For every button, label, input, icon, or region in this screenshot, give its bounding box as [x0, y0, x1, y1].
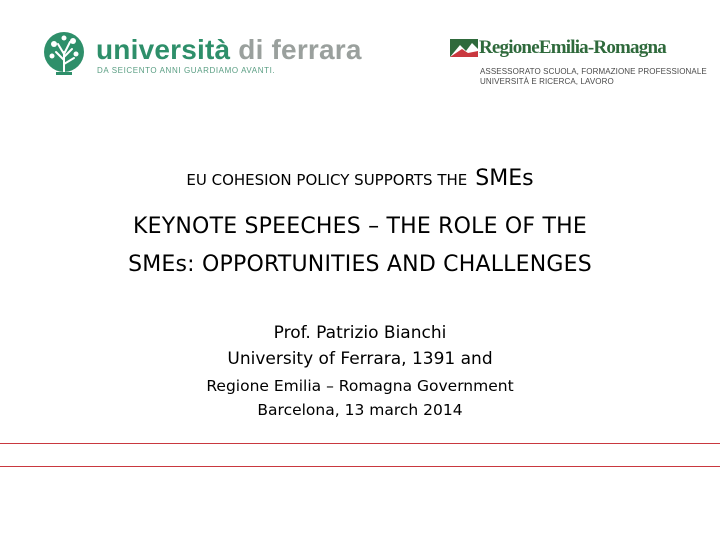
university-name: [96, 34, 362, 66]
slide-title-line-2: SMEs: OPPORTUNITIES AND CHALLENGES: [128, 252, 592, 277]
region-name: RegioneEmilia-Romagna: [479, 37, 666, 58]
pre-title-text: EU COHESION POLICY SUPPORTS THE: [186, 171, 468, 189]
university-name-part2: di ferrara: [238, 34, 362, 65]
pre-title-smes: SMEs: [475, 166, 534, 191]
slide-title: [40, 208, 680, 284]
tree-icon: [40, 30, 88, 78]
assessorato-line-2: UNIVERSITÀ E RICERCA, LAVORO: [480, 77, 614, 86]
divider-bottom: [0, 466, 720, 467]
slide-title-line-1: KEYNOTE SPEECHES – THE ROLE OF THE: [133, 214, 587, 239]
university-motto: DA SEICENTO ANNI GUARDIAMO AVANTI.: [97, 66, 276, 75]
university-of-ferrara-logo: [40, 30, 362, 82]
regione-emilia-romagna-logo: [450, 37, 707, 87]
assessorato-line: ASSESSORATO SCUOLA, FORMAZIONE PROFESSIONALE: [480, 67, 707, 76]
regional-flag-icon: [450, 39, 478, 57]
divider-top: [0, 443, 720, 444]
university-name-part1: università: [96, 34, 231, 65]
speaker-affiliation: University of Ferrara, 1391 and: [227, 349, 493, 369]
speaker-government: Regione Emilia – Romagna Government: [206, 377, 514, 395]
speaker-name: Prof. Patrizio Bianchi: [273, 323, 447, 343]
pre-title: [0, 166, 720, 191]
event-place-date: Barcelona, 13 march 2014: [257, 401, 463, 419]
